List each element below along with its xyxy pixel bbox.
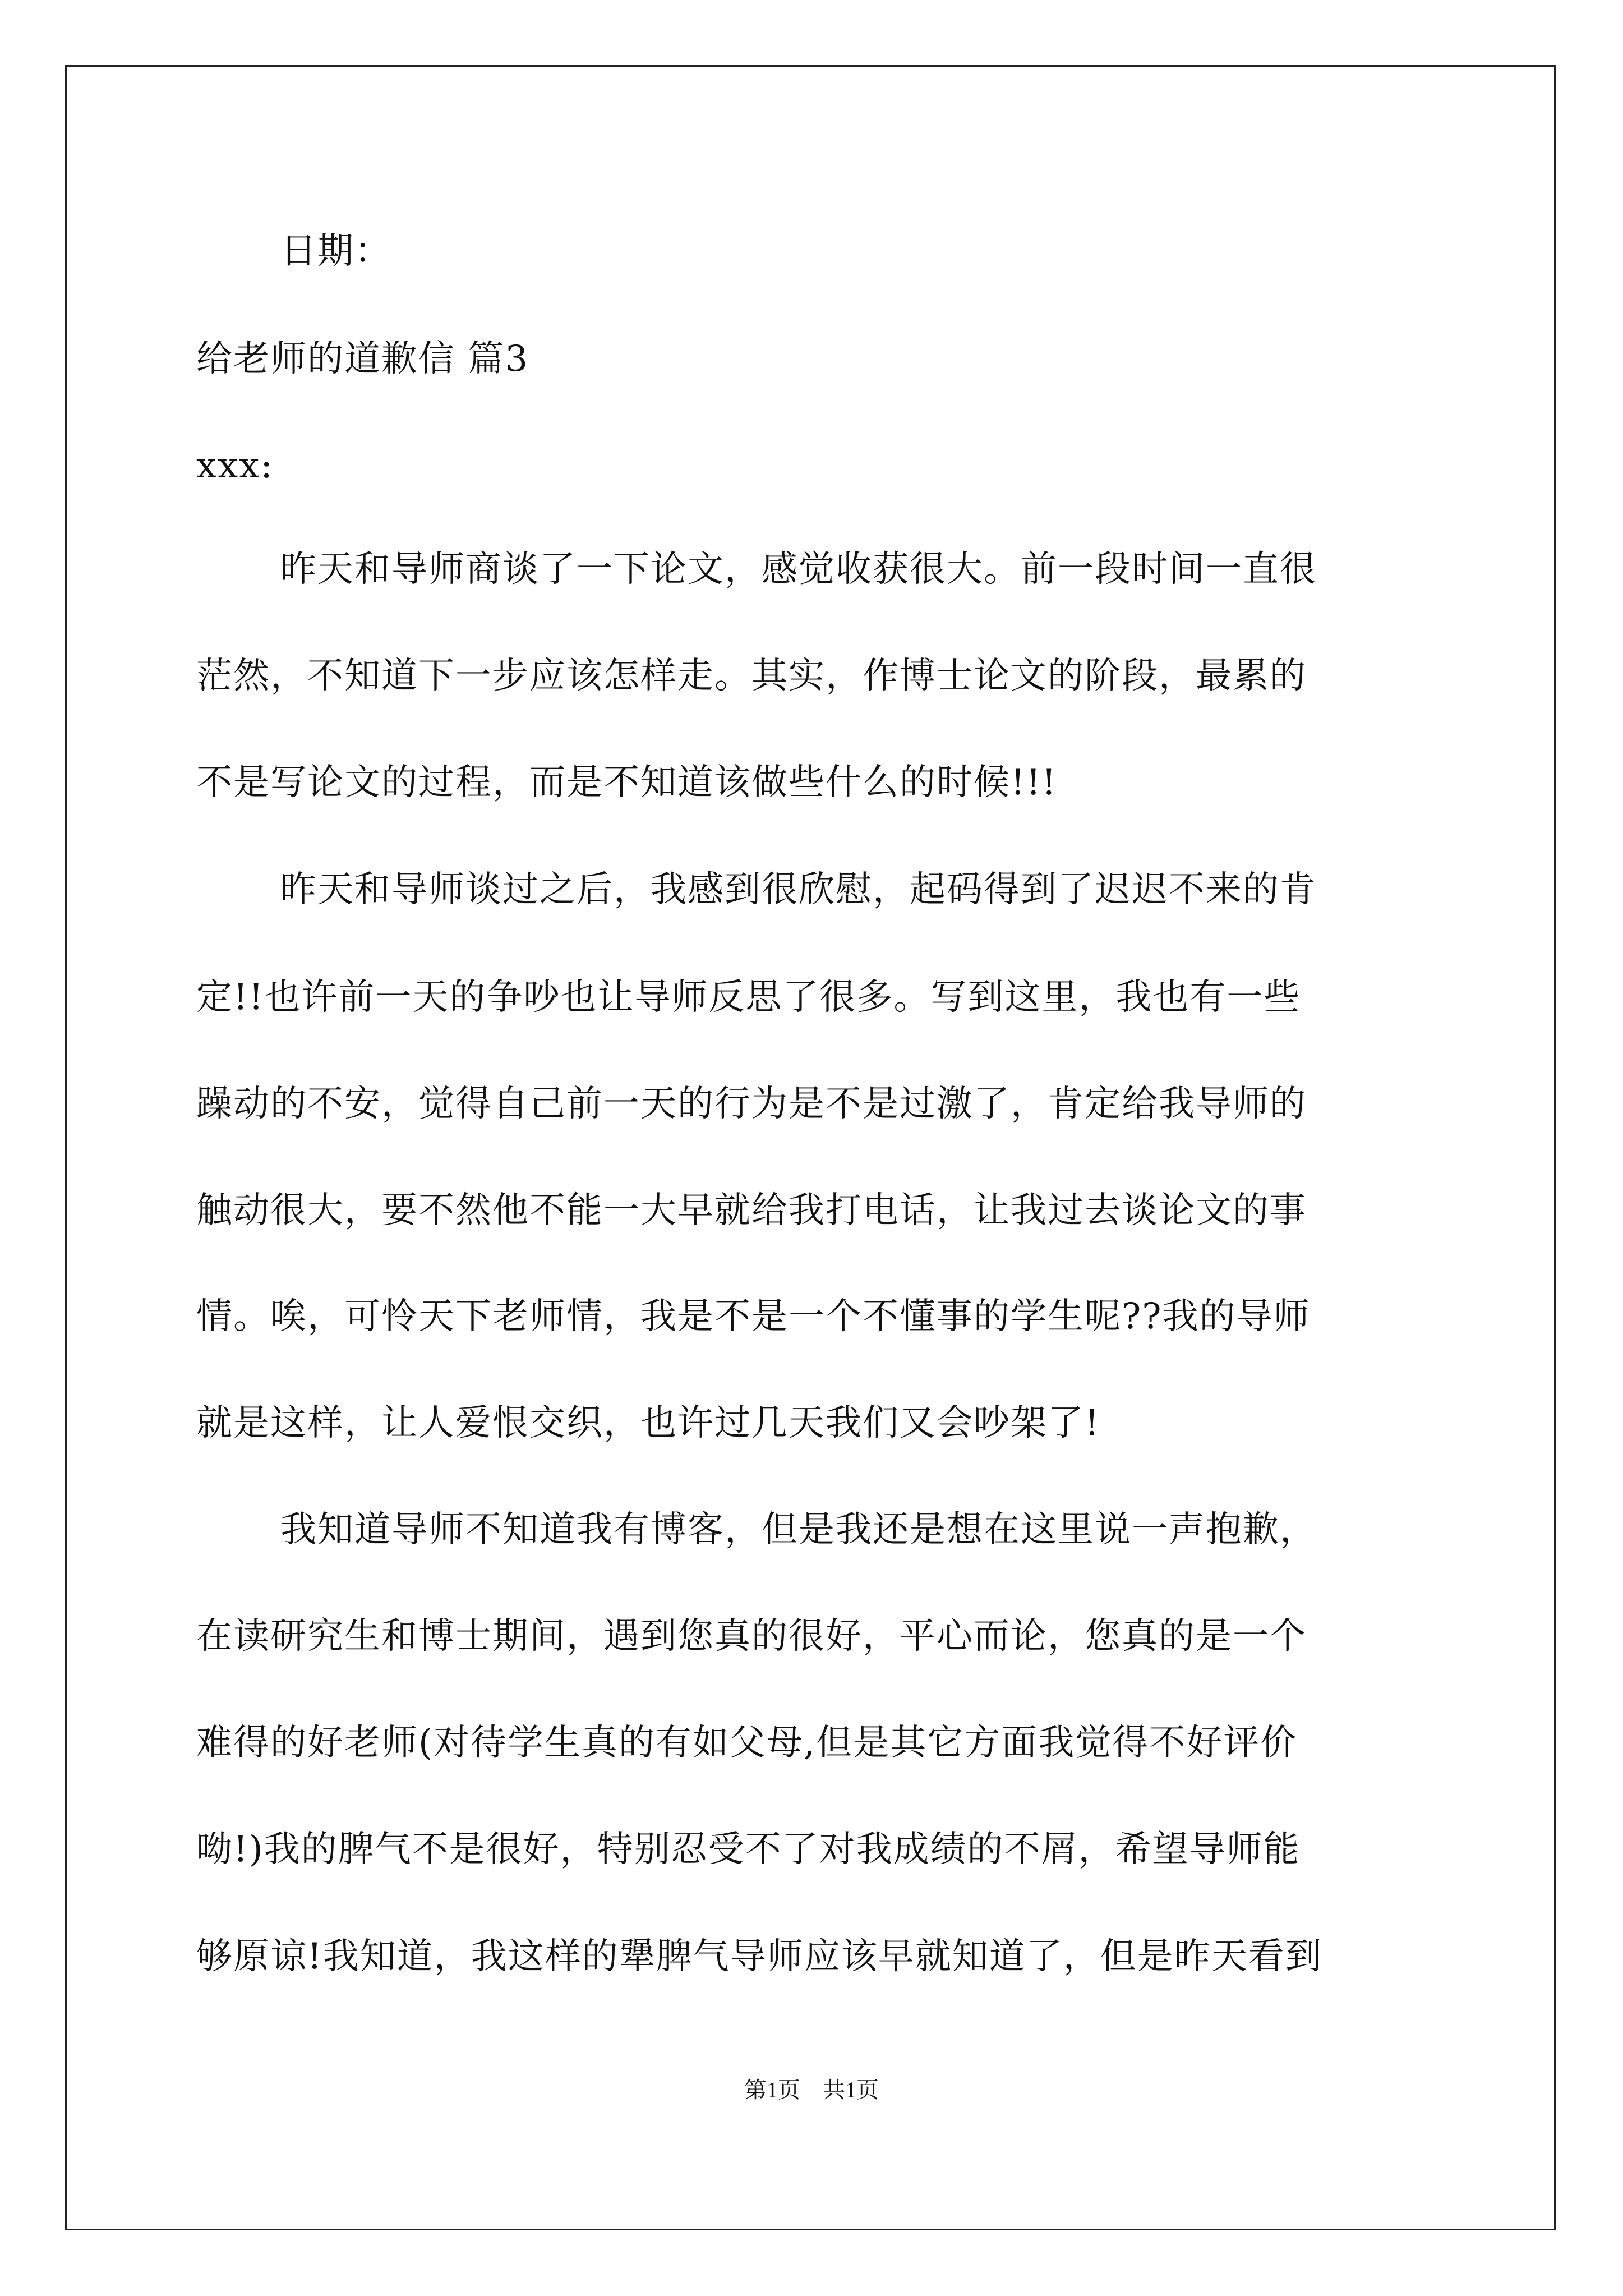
paragraph-1-line-1: 昨天和导师商谈了一下论文，感觉收获很大。前一段时间一直很	[280, 549, 1317, 590]
paragraph-2-line-4: 触动很大，要不然他不能一大早就给我打电话，让我过去谈论文的事	[196, 1190, 1307, 1231]
paragraph-3-line-4: 呦!)我的脾气不是很好，特别忍受不了对我成绩的不屑，希望导师能	[196, 1829, 1301, 1870]
paragraph-1-line-2: 茫然，不知道下一步应该怎样走。其实，作博士论文的阶段，最累的	[196, 655, 1307, 697]
paragraph-2-line-1: 昨天和导师谈过之后，我感到很欣慰，起码得到了迟迟不来的肯	[280, 869, 1317, 910]
paragraph-2-line-5: 情。唉，可怜天下老师情，我是不是一个不懂事的学生呢??我的导师	[196, 1296, 1311, 1337]
paragraph-3-line-3: 难得的好老师(对待学生真的有如父母,但是其它方面我觉得不好评价	[196, 1722, 1298, 1764]
paragraph-3-line-2: 在读研究生和博士期间，遇到您真的很好，平心而论，您真的是一个	[196, 1616, 1307, 1657]
paragraph-2-line-6: 就是这样，让人爱恨交织，也许过几天我们又会吵架了!	[196, 1402, 1100, 1444]
page-footer: 第1页 共1页	[744, 2077, 879, 2102]
date-label: 日期：	[280, 231, 391, 272]
paragraph-2-line-3: 躁动的不安，觉得自己前一天的行为是不是过激了，肯定给我导师的	[196, 1083, 1307, 1125]
paragraph-3-line-1: 我知道导师不知道我有博客，但是我还是想在这里说一声抱歉，	[280, 1509, 1317, 1550]
document-title: 给老师的道歉信 篇3	[196, 338, 529, 380]
salutation: xxx:	[196, 445, 274, 486]
paragraph-1-line-3: 不是写论文的过程，而是不知道该做些什么的时候!!!	[196, 762, 1058, 803]
page-border	[65, 65, 1556, 2230]
paragraph-2-line-2: 定!!也许前一天的争吵也让导师反思了很多。写到这里，我也有一些	[196, 977, 1301, 1018]
paragraph-3-line-5: 够原谅!我知道，我这样的犟脾气导师应该早就知道了，但是昨天看到	[196, 1936, 1322, 1977]
